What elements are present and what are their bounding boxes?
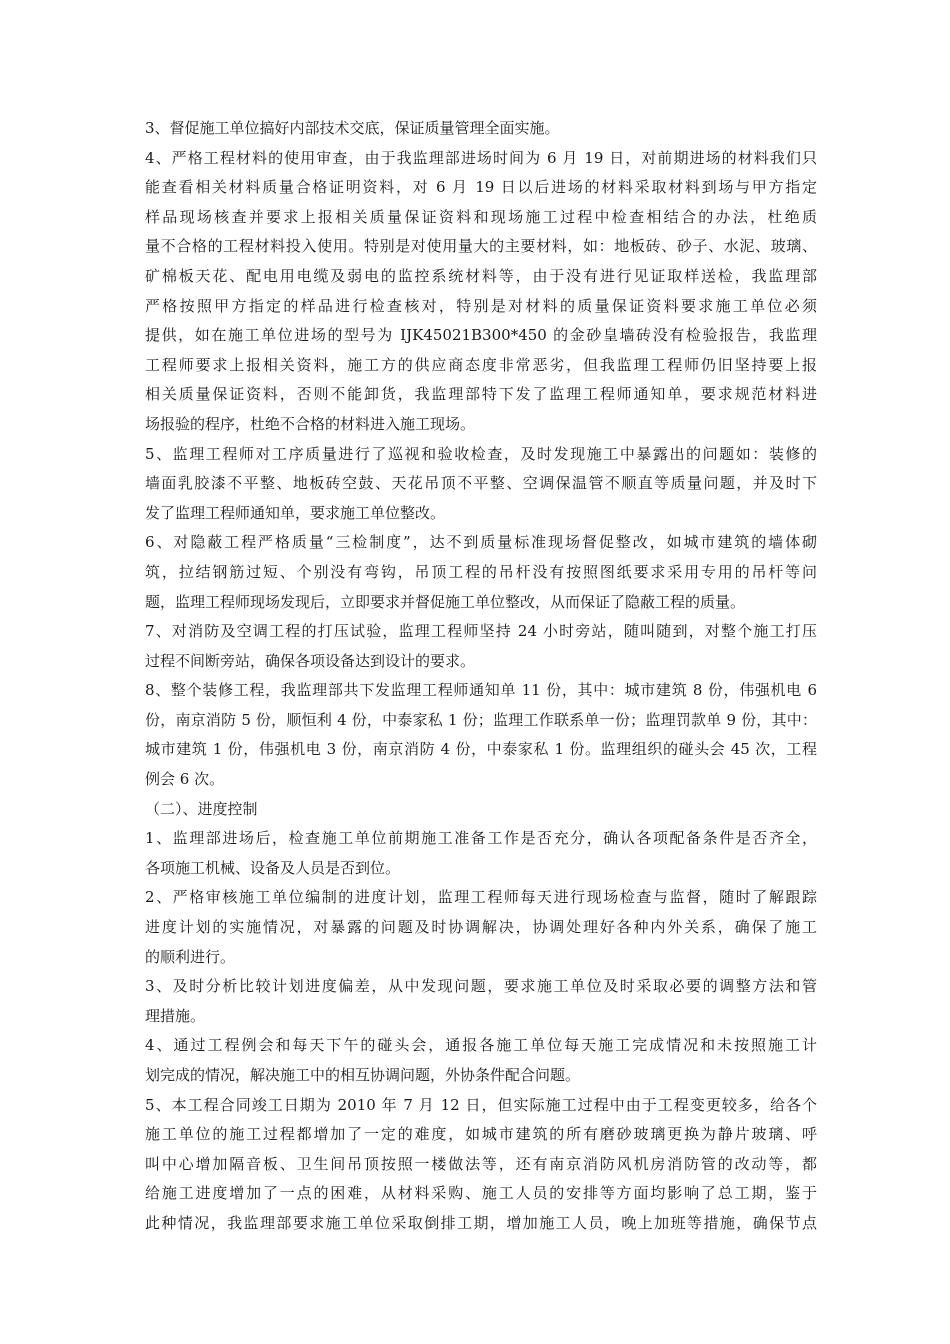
text-line: 筑，拉结钢筋过短、个别没有弯钩，吊顶工程的吊杆没有按照图纸要求采用专用的吊杆等问 bbox=[145, 562, 817, 581]
paragraph bbox=[145, 824, 817, 883]
text-line: 划完成的情况，解决施工中的相互协调问题，外协条件配合问题。 bbox=[145, 1066, 581, 1084]
text-line: 此种情况，我监理部要求施工单位采取倒排工期，增加施工人员，晚上加班等措施，确保节点 bbox=[145, 1213, 817, 1232]
text-line: 施工单位的施工过程都增加了一定的难度，如城市建筑的所有磨砂玻璃更换为静片玻璃、呼 bbox=[145, 1125, 817, 1144]
paragraph bbox=[145, 528, 817, 617]
paragraph bbox=[145, 1031, 817, 1090]
paragraph bbox=[145, 1091, 817, 1239]
section-heading-text: （二）、进度控制 bbox=[145, 799, 258, 818]
text-line: 城市建筑 1 份，伟强机电 3 份，南京消防 4 份，中泰家私 1 份。监理组织的碰头会 45 次，工程 bbox=[145, 740, 817, 759]
text-line: 给施工进度增加了一点的困难，从材料采购、施工人员的安排等方面均影响了总工期，鉴于 bbox=[145, 1184, 817, 1203]
paragraph bbox=[145, 114, 817, 144]
text-line: 相关质量保证资料，否则不能卸货，我监理部特下发了监理工程师通知单，要求规范材料进 bbox=[145, 385, 817, 404]
paragraph bbox=[145, 676, 817, 794]
text-line: 墙面乳胶漆不平整、地板砖空鼓、天花吊顶不平整、空调保温管不顺直等质量问题，并及时下 bbox=[145, 474, 817, 493]
text-line: 提供，如在施工单位进场的型号为 IJK45021B300*450 的金砂皇墙砖没有检验报告，我监理 bbox=[145, 326, 817, 345]
text-line: 3、督促施工单位搞好内部技术交底，保证质量管理全面实施。 bbox=[145, 119, 560, 137]
text-line: 工程师要求上报相关资料，施工方的供应商态度非常恶劣，但我监理工程师仍旧坚持要上报 bbox=[145, 355, 817, 374]
text-line: 4、通过工程例会和每天下午的碰头会，通报各施工单位每天施工完成情况和未按照施工计 bbox=[145, 1036, 817, 1055]
text-line: 4、严格工程材料的使用审查，由于我监理部进场时间为 6 月 19 日，对前期进场的材料我们只 bbox=[145, 148, 817, 167]
text-line: 进度计划的实施情况，对暴露的问题及时协调解决，协调处理好各种内外关系，确保了施工 bbox=[145, 918, 817, 937]
text-line: 能查看相关材料质量合格证明资料，对 6 月 19 日以后进场的材料采取材料到场与甲方指定 bbox=[145, 178, 817, 197]
text-line: 例会 6 次。 bbox=[145, 770, 225, 789]
text-line: 7、对消防及空调工程的打压试验，监理工程师坚持 24 小时旁站，随叫随到，对整个施工打压 bbox=[145, 622, 817, 641]
text-line: 矿棉板天花、配电用电缆及弱电的监控系统材料等，由于没有进行见证取样送检，我监理部 bbox=[145, 266, 817, 285]
document-page bbox=[145, 114, 817, 1239]
text-line: 场报验的程序，杜绝不合格的材料进入施工现场。 bbox=[145, 414, 476, 433]
text-line: 份，南京消防 5 份，顺恒利 4 份，中泰家私 1 份；监理工作联系单一份；监理罚款单 9 份，其中： bbox=[145, 710, 817, 729]
text-line: 5、监理工程师对工序质量进行了巡视和验收检查，及时发现施工中暴露出的问题如：装修的 bbox=[145, 444, 817, 463]
text-line: 1、监理部进场后，检查施工单位前期施工准备工作是否充分，确认各项配备条件是否齐全， bbox=[145, 829, 817, 848]
text-line: 8、整个装修工程，我监理部共下发监理工程师通知单 11 份，其中：城市建筑 8 份，伟强机电 6 bbox=[145, 681, 817, 700]
section-heading bbox=[145, 795, 817, 825]
text-line: 2、严格审核施工单位编制的进度计划，监理工程师每天进行现场检查与监督，随时了解跟踪 bbox=[145, 888, 817, 907]
text-line: 3、及时分析比较计划进度偏差，从中发现问题，要求施工单位及时采取必要的调整方法和管 bbox=[145, 977, 817, 996]
text-line: 理措施。 bbox=[145, 1006, 206, 1025]
text-line: 5、本工程合同竣工日期为 2010 年 7 月 12 日，但实际施工过程中由于工程变更较多，给各个 bbox=[145, 1095, 817, 1114]
text-line: 叫中心增加隔音板、卫生间吊顶按照一楼做法等，还有南京消防风机房消防管的改动等，都 bbox=[145, 1154, 817, 1173]
text-line: 题，监理工程师现场发现后，立即要求并督促施工单位整改，从而保证了隐蔽工程的质量。 bbox=[145, 592, 746, 611]
paragraph bbox=[145, 144, 817, 440]
paragraph bbox=[145, 617, 817, 676]
text-line: 样品现场核查并要求上报相关质量保证资料和现场施工过程中检查相结合的办法，杜绝质 bbox=[145, 207, 817, 226]
text-line: 严格按照甲方指定的样品进行检查核对，特别是对材料的质量保证资料要求施工单位必须 bbox=[145, 296, 817, 315]
text-line: 过程不间断旁站，确保各项设备达到设计的要求。 bbox=[145, 651, 476, 670]
paragraph bbox=[145, 883, 817, 972]
text-line: 6、对隐蔽工程严格质量“三检制度”，达不到质量标准现场督促整改，如城市建筑的墙体砌 bbox=[145, 533, 817, 552]
text-line: 的顺利进行。 bbox=[145, 947, 236, 966]
text-line: 各项施工机械、设备及人员是否到位。 bbox=[145, 858, 401, 877]
text-line: 发了监理工程师通知单，要求施工单位整改。 bbox=[145, 503, 446, 522]
paragraph bbox=[145, 440, 817, 529]
text-line: 量不合格的工程材料投入使用。特别是对使用量大的主要材料，如：地板砖、砂子、水泥、玻璃、 bbox=[145, 237, 817, 256]
paragraph bbox=[145, 972, 817, 1031]
